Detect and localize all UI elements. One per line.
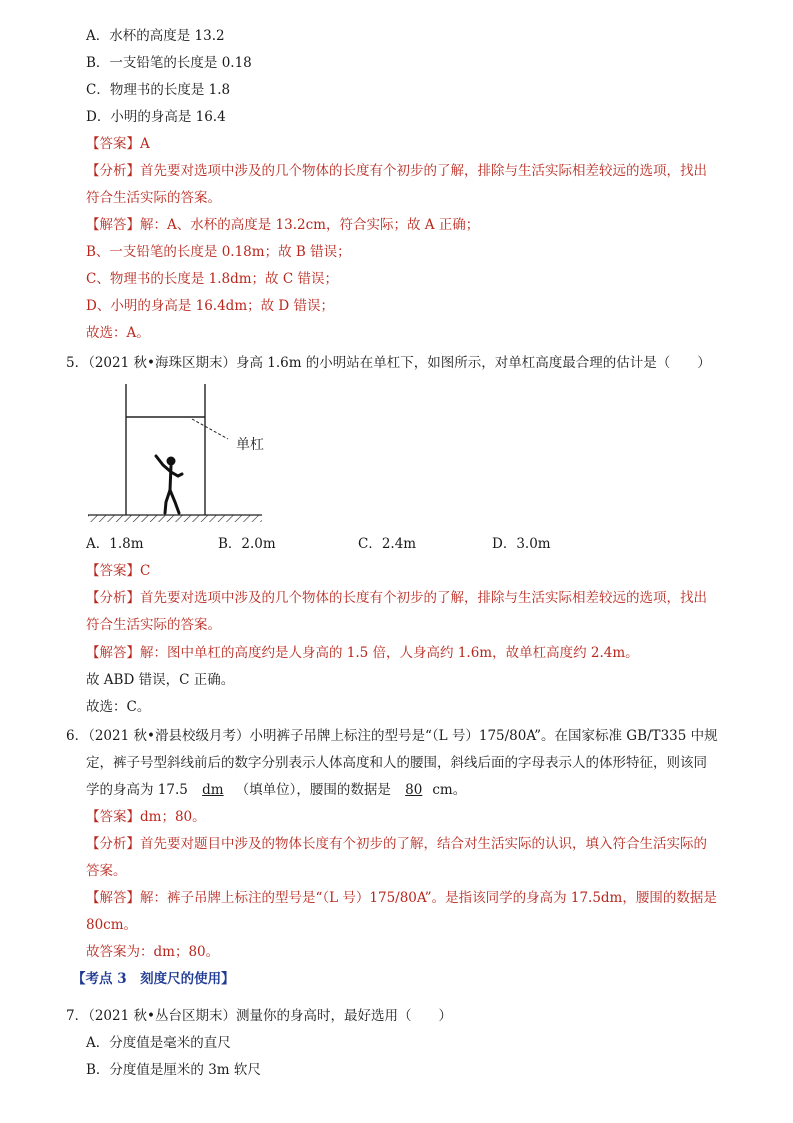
q4-solution-line3: C、物理书的长度是 1.8dm；故 C 错误； bbox=[86, 271, 338, 287]
q5-option-d: D．3.0m bbox=[492, 536, 551, 552]
q5-solution-line1 bbox=[86, 643, 639, 663]
solution-text: 解：A、水杯的高度是 13.2cm，符合实际；故 A 正确； bbox=[140, 217, 480, 233]
q7-stem: 7．（2021 秋•丛台区期末）测量你的身高时，最好选用（ ） bbox=[66, 1008, 452, 1024]
q6-blank-waist: 80 bbox=[405, 782, 423, 798]
analysis-text: 首先要对选项中涉及的几个物体的长度有个初步的了解，排除与生活实际相差较远的选项，找出 bbox=[140, 590, 707, 606]
analysis-label: 【分析】 bbox=[86, 836, 140, 852]
q4-option-c: C．物理书的长度是 1.8 bbox=[86, 82, 231, 98]
q4-solution-line2: B、一支铅笔的长度是 0.18m；故 B 错误； bbox=[86, 244, 351, 260]
answer-label: 【答案】 bbox=[86, 136, 140, 152]
solution-label: 【解答】 bbox=[86, 645, 140, 661]
q4-solution-line1 bbox=[86, 215, 479, 235]
q6-answer bbox=[86, 807, 206, 827]
figure-right-leg bbox=[170, 490, 179, 513]
q5-solution-line2: 故 ABD 错误，C 正确。 bbox=[86, 672, 235, 688]
answer-label: 【答案】 bbox=[86, 809, 140, 825]
q4-option-a: A．水杯的高度是 13.2 bbox=[86, 28, 225, 44]
q5-conclusion: 故选：C。 bbox=[86, 699, 151, 715]
q6-solution-line2: 80cm。 bbox=[86, 917, 138, 933]
stick-figure bbox=[156, 456, 182, 513]
analysis-text: 首先要对选项中涉及的几个物体的长度有个初步的了解，排除与生活实际相差较远的选项，找出 bbox=[140, 163, 707, 179]
q4-option-b: B．一支铅笔的长度是 0.18 bbox=[86, 55, 252, 71]
q6-stem-part-c: cm。 bbox=[432, 782, 467, 798]
q4-conclusion: 故选：A。 bbox=[86, 325, 150, 341]
figure-head bbox=[167, 457, 176, 466]
ground-hatching bbox=[88, 515, 262, 522]
q7-option-b: B．分度值是厘米的 3m 软尺 bbox=[86, 1062, 261, 1078]
q5-option-a: A．1.8m bbox=[86, 536, 144, 552]
q6-analysis-line2: 答案。 bbox=[86, 863, 127, 879]
q5-analysis-line1 bbox=[86, 588, 707, 608]
horizontal-bar-figure bbox=[86, 382, 266, 524]
q6-analysis-line1 bbox=[86, 834, 707, 854]
answer-label: 【答案】 bbox=[86, 563, 140, 579]
q5-option-b: B．2.0m bbox=[218, 536, 276, 552]
q4-analysis-line2: 符合生活实际的答案。 bbox=[86, 190, 221, 206]
solution-text: 解：裤子吊牌上标注的型号是“（L 号）175/80A”。是指该同学的身高为 17.5dm，腰围的数据是 bbox=[140, 890, 717, 906]
q5-option-c: C．2.4m bbox=[358, 536, 417, 552]
q6-stem-line3 bbox=[86, 780, 466, 800]
q6-stem-line1: 6．（2021 秋•滑县校级月考）小明裤子吊牌上标注的型号是“（L 号）175/80A”。在国家标准 GB/T335 中规 bbox=[66, 728, 718, 744]
analysis-text: 首先要对题目中涉及的物体长度有个初步的了解，结合对生活实际的认识，填入符合生活实际的 bbox=[140, 836, 707, 852]
figure-label: 单杠 bbox=[236, 437, 264, 453]
solution-text: 解：图中单杠的高度约是人身高的 1.5 倍，人身高约 1.6m，故单杠高度约 2.4m。 bbox=[140, 645, 639, 661]
q6-stem-part-a: 学的身高为 17.5 bbox=[86, 782, 188, 798]
q4-option-d: D．小明的身高是 16.4 bbox=[86, 109, 226, 125]
q6-solution-line1 bbox=[86, 888, 717, 908]
label-pointer bbox=[192, 419, 228, 439]
solution-label: 【解答】 bbox=[86, 890, 140, 906]
section-heading: 【考点 3 刻度尺的使用】 bbox=[72, 971, 235, 987]
q6-stem-part-b: （填单位），腰围的数据是 bbox=[235, 782, 391, 798]
analysis-label: 【分析】 bbox=[86, 590, 140, 606]
q4-solution-line4: D、小明的身高是 16.4dm；故 D 错误； bbox=[86, 298, 335, 314]
analysis-label: 【分析】 bbox=[86, 163, 140, 179]
answer-text: A bbox=[140, 136, 150, 152]
q5-stem: 5．（2021 秋•海珠区期末）身高 1.6m 的小明站在单杠下，如图所示，对单杠高度最合理的估计是（ ） bbox=[66, 355, 711, 371]
q6-stem-line2: 定，裤子号型斜线前后的数字分别表示人体高度和人的腰围，斜线后面的字母表示人的体形特征，则该同 bbox=[86, 755, 707, 771]
figure-arm bbox=[171, 472, 182, 476]
q6-conclusion: 故答案为：dm；80。 bbox=[86, 944, 220, 960]
q6-blank-unit: dm bbox=[202, 782, 224, 798]
q4-answer bbox=[86, 134, 150, 154]
solution-label: 【解答】 bbox=[86, 217, 140, 233]
q7-option-a: A．分度值是毫米的直尺 bbox=[86, 1035, 231, 1051]
q4-analysis-line1 bbox=[86, 161, 707, 181]
answer-text: dm；80。 bbox=[140, 809, 206, 825]
figure-left-leg bbox=[165, 490, 170, 513]
q5-answer bbox=[86, 561, 150, 581]
q5-analysis-line2: 符合生活实际的答案。 bbox=[86, 617, 221, 633]
answer-text: C bbox=[140, 563, 151, 579]
